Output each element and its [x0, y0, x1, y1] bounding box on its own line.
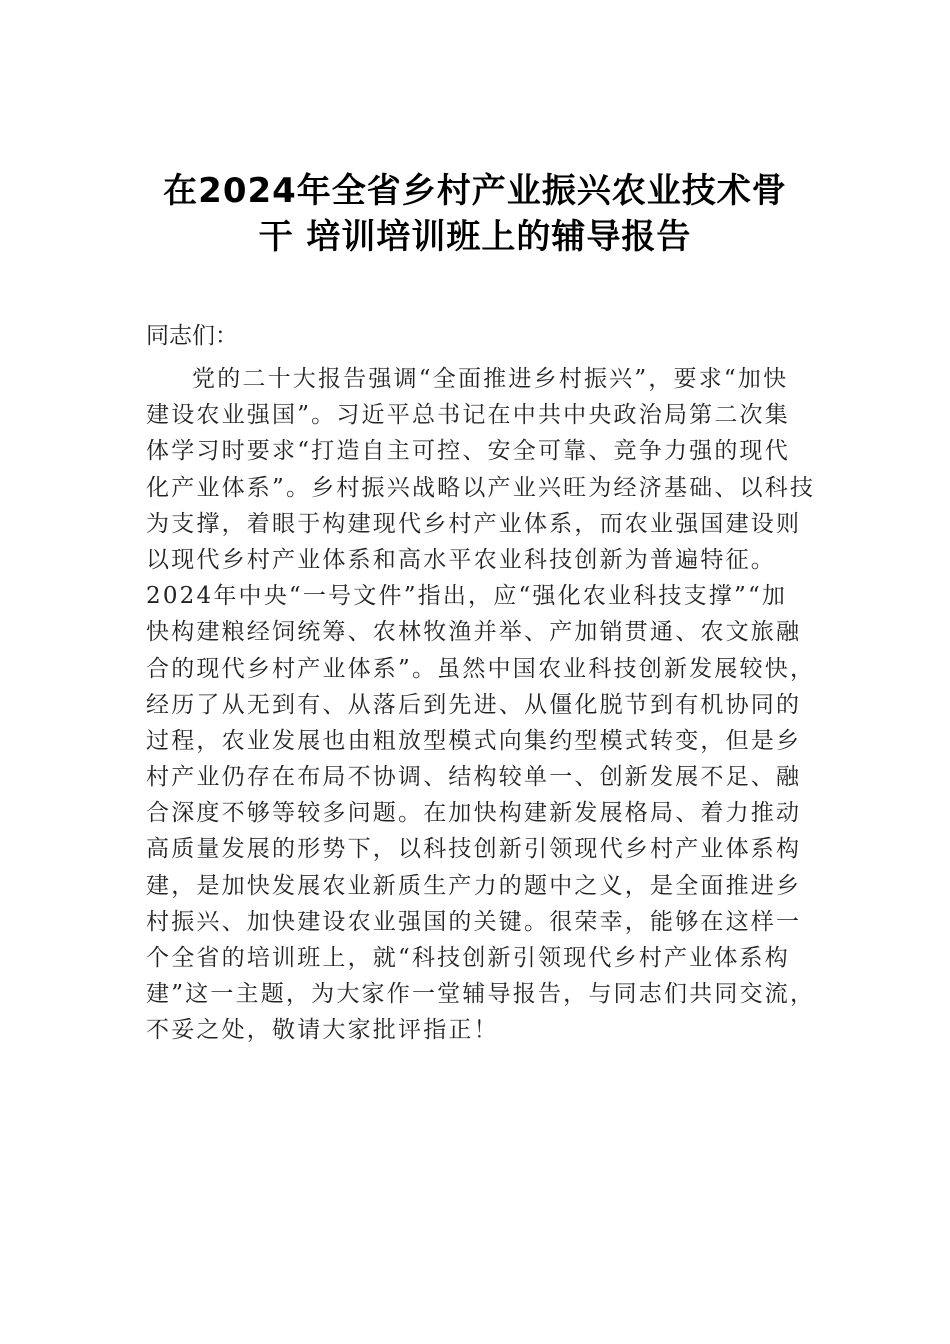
title-line-1: 在2024年全省乡村产业振兴农业技术骨	[163, 171, 787, 211]
body-paragraph	[146, 361, 816, 1049]
salutation: 同志们：	[146, 323, 238, 349]
paragraph-line: 以现代乡村产业体系和高水平农业科技创新为普遍特征。	[146, 546, 776, 573]
paragraph-line: 合深度不够等较多问题。在加快构建新发展格局、着力推动	[146, 800, 802, 827]
paragraph-line: 建，是加快发展农业新质生产力的题中之义，是全面推进乡	[146, 872, 802, 899]
paragraph-line: 不妥之处，敬请大家批评指正！	[146, 1017, 499, 1044]
paragraph-line: 过程，农业发展也由粗放型模式向集约型模式转变，但是乡	[146, 727, 802, 754]
paragraph-line: 建”这一主题，为大家作一堂辅导报告，与同志们共同交流，	[146, 981, 816, 1008]
paragraph-line: 高质量发展的形势下，以科技创新引领现代乡村产业体系构	[146, 836, 802, 863]
paragraph-line: 党的二十大报告强调“全面推进乡村振兴”，要求“加快	[192, 366, 789, 392]
paragraph-line: 体学习时要求“打造自主可控、安全可靠、竞争力强的现代	[146, 438, 790, 465]
paragraph-line: 村振兴、加快建设农业强国的关键。很荣幸，能够在这样一	[146, 908, 802, 935]
paragraph-line: 合的现代乡村产业体系”。虽然中国农业科技创新发展较快，	[146, 655, 816, 682]
paragraph-line: 个全省的培训班上，就“科技创新引领现代乡村产业体系构	[146, 945, 790, 971]
paragraph-line: 经历了从无到有、从落后到先进、从僵化脱节到有机协同的	[146, 691, 802, 718]
paragraph-line: 村产业仍存在布局不协调、结构较单一、创新发展不足、融	[146, 764, 802, 791]
paragraph-line: 建设农业强国”。习近平总书记在中共中央政治局第二次集	[146, 402, 790, 429]
paragraph-line: 为支撑，着眼于构建现代乡村产业体系，而农业强国建设则	[146, 510, 802, 537]
paragraph-line: 化产业体系”。乡村振兴战略以产业兴旺为经济基础、以科技	[146, 474, 816, 501]
title-line-2: 干 培训培训班上的辅导报告	[258, 217, 692, 257]
document-title	[120, 168, 830, 260]
paragraph-line: 2024年中央“一号文件”指出，应“强化农业科技支撑”“加	[146, 583, 788, 610]
paragraph-line: 快构建粮经饲统筹、农林牧渔并举、产加销贯通、农文旅融	[146, 619, 802, 646]
